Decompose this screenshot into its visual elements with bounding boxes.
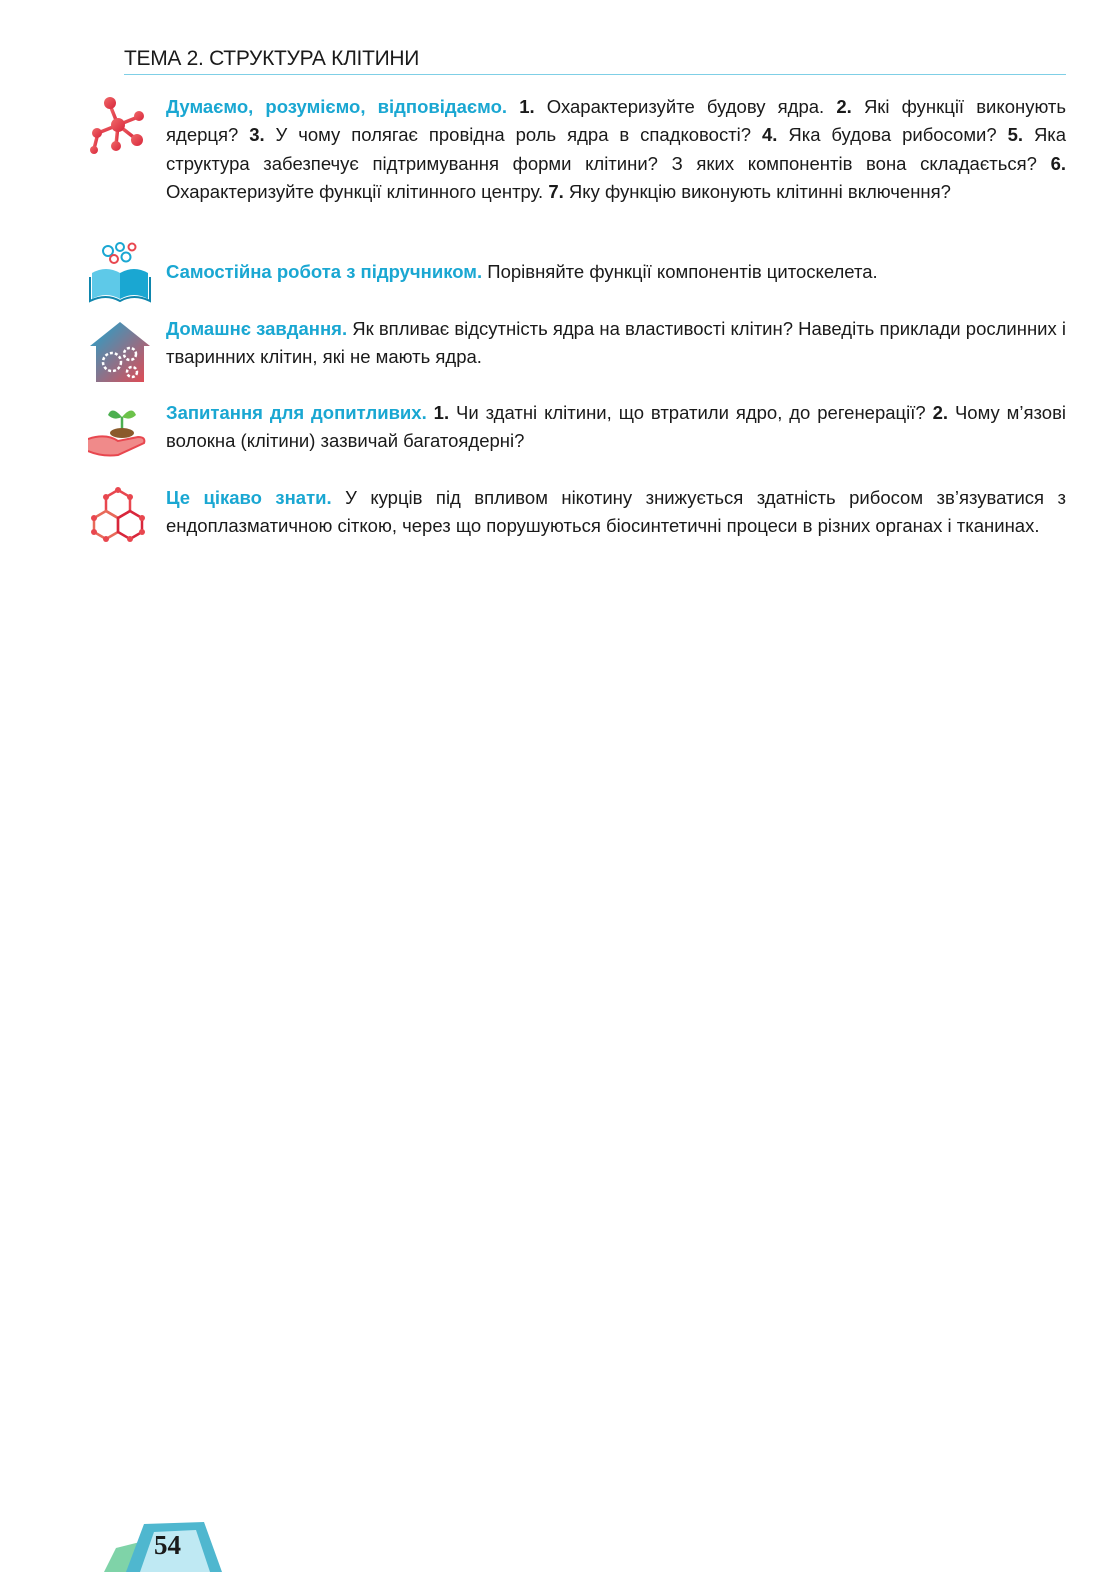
- question-text: Охарактеризуйте будову ядра.: [546, 96, 825, 117]
- question-number: 2.: [836, 96, 852, 117]
- question-text: Чи здатні клітини, що втратили ядро, до регенерації?: [456, 402, 926, 423]
- hexagon-network-icon: [88, 484, 152, 552]
- molecule-icon: [88, 93, 152, 157]
- topic-title: ТЕМА 2. СТРУКТУРА КЛІТИНИ: [124, 47, 420, 70]
- house-gears-icon: [88, 315, 152, 385]
- question-number: 6.: [1050, 152, 1066, 174]
- section-text: [166, 315, 1066, 372]
- section-heading: Самостійна робота з підручником.: [166, 261, 483, 282]
- section-heading: Запитання для допитливих.: [166, 402, 427, 423]
- page-number: 54: [154, 1530, 181, 1560]
- section-heading: Домашнє завдання.: [166, 318, 348, 339]
- question-number: 4.: [761, 124, 778, 146]
- question-text: Яка будова рибосоми?: [788, 124, 997, 146]
- section-text: [166, 399, 1066, 456]
- question-number: 1.: [519, 96, 535, 117]
- hand-sprout-icon: [88, 399, 152, 463]
- section-heading: Думаємо, розуміємо, відповідаємо.: [166, 96, 508, 117]
- section-text: [166, 258, 1066, 286]
- page-header: [124, 44, 1066, 75]
- question-text: Яку функцію виконують клітинні включення?: [568, 180, 951, 202]
- section-heading: Це цікаво знати.: [166, 487, 332, 508]
- section-text: [166, 93, 1066, 206]
- section-body: Порівняйте функції компонентів цитоскелета.: [487, 261, 878, 282]
- section-body: Як впливає відсутність ядра на властивості клітин? Наведіть приклади рослинних і тваринних клітин, які не мають ядра.: [166, 318, 1067, 368]
- question-text: У чому полягає провідна роль ядра в спадковості?: [275, 124, 752, 146]
- question-text: Які функції виконують ядерця?: [166, 96, 1067, 146]
- question-text: Чому м’язові волокна (клітини) зазвичай багатоядерні?: [166, 402, 1067, 452]
- book-gears-icon: [88, 238, 152, 304]
- question-number: 3.: [249, 124, 265, 146]
- question-number: 1.: [433, 402, 450, 423]
- section-body: У курців під впливом нікотину знижується здатність рибосом зв’язуватися з ендоплазматичною сіткою, через що порушуються біосинтетичні процеси в різних органах і тканинах.: [166, 487, 1066, 537]
- question-number: 5.: [1007, 124, 1024, 146]
- question-text: Яка структура забезпечує підтримування форми клітини? З яких компонентів вона складається?: [166, 124, 1067, 174]
- question-number: 2.: [932, 402, 949, 423]
- question-number: 7.: [548, 180, 564, 202]
- question-text: Охарактеризуйте функції клітинного центру.: [166, 180, 544, 202]
- section-text: [166, 484, 1066, 541]
